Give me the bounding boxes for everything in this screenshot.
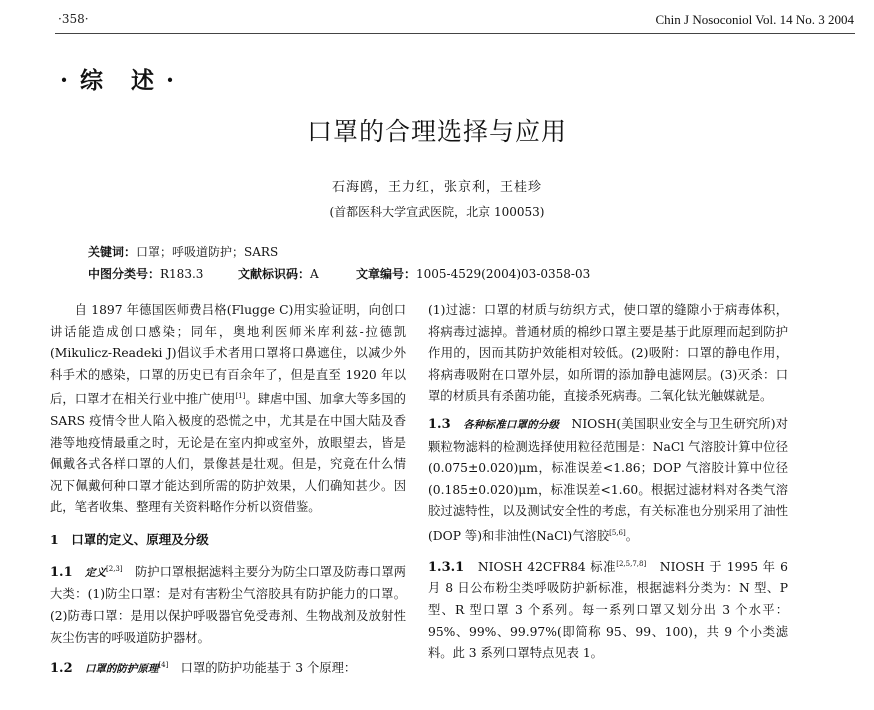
para-1-3 <box>428 414 788 548</box>
section-word-2: 述 <box>131 67 157 94</box>
intro-text-b: 。肆虐中国、加拿大等多国的 SARS 疫情令世人陷入极度的恐慌之中，尤其是在中国大陆及香港等地疫情最重之时，无论是在室内抑或室外，放眼望去，皆是佩戴各式各样口罩的人们，景像甚是壮观。但是，究竟在什么情况下佩戴何种口罩才能达到所需的防护效果，人们确知甚少。因此，笔者收集、整理有关资料略作分析以资借鉴。 <box>50 392 406 515</box>
right-column <box>428 300 788 665</box>
heading-section-1: 1 口罩的定义、原理及分级 <box>50 532 209 548</box>
clc-value: R183.3 <box>160 267 204 281</box>
intro-text-a: 自 1897 年德国医师费吕格(Flugge C)用实验证明，向创口讲话能造成创口感染；同年，奥地利医师米库利兹-拉德凯(Mikulicz-Readeki J)倡议手术者用口罩将口鼻遮住，以减少外科手术的感染，口罩的历史已有百余年了，但是直至 1920 年以后，口罩才在相关行业中推广使用 <box>50 303 406 407</box>
header-rule <box>55 33 855 34</box>
s131-number: 1.3.1 <box>428 559 465 575</box>
classification-line <box>88 265 590 282</box>
section-word-1: 综 <box>80 67 106 94</box>
article-no-value: 1005-4529(2004)03-0358-03 <box>416 267 591 281</box>
s13-citation: [5,6] <box>609 528 626 537</box>
clc-label: 中图分类号： <box>88 267 161 281</box>
left-column <box>50 300 406 681</box>
keywords-line <box>88 243 278 260</box>
para-1-1 <box>50 559 406 649</box>
para-1-3-1 <box>428 554 788 665</box>
s12-number: 1.2 <box>50 661 73 677</box>
s11-citation: [2,3] <box>106 564 123 573</box>
para-1-2 <box>50 655 406 681</box>
s11-label: 定义 <box>84 566 107 579</box>
section-dot-left: · <box>60 67 71 94</box>
keywords-value: 口罩；呼吸道防护；SARS <box>136 245 279 259</box>
section-label <box>60 62 176 95</box>
authors: 石海鸥，王力红，张京利，王桂珍 <box>331 180 542 195</box>
affiliation: (首都医科大学宣武医院，北京 100053) <box>329 205 545 219</box>
s13-text: NIOSH(美国职业安全与卫生研究所)对颗粒物滤料的检测选择使用粒径范围是：NaCl 气溶胶计算中位径(0.075±0.020)μm，标准误差<1.86；DOP 气溶胶计算中位径(0.185±0.020)μm，标准误差<1.60。根据过滤材料对各类气溶胶过滤特性，以及测试安全性的考虑，有关标准也分别采用了油性(DOP 等)和非油性(NaCl)气溶胶 <box>428 416 788 544</box>
journal-reference: Chin J Nosoconiol Vol. 14 No. 3 2004 <box>655 12 854 27</box>
doc-code-label: 文献标识码： <box>238 267 311 281</box>
article-title: 口罩的合理选择与应用 <box>306 117 567 146</box>
s131-label: NIOSH 42CFR84 标准 <box>477 559 617 574</box>
section-dot-right: · <box>166 67 177 94</box>
s12-text: 口罩的防护功能基于 3 个原理： <box>168 661 357 676</box>
intro-paragraph <box>50 300 406 519</box>
s11-text: 防护口罩根据滤料主要分为防尘口罩及防毒口罩两大类：(1)防尘口罩：是对有害粉尘气溶胶具有防护能力的口罩。(2)防毒口罩：是用以保护呼吸器官免受毒剂、生物战剂及放射性灰尘伤害的呼吸道防护器材。 <box>50 564 406 645</box>
s13-text-end: 。 <box>625 529 639 544</box>
intro-citation: [1] <box>235 392 246 401</box>
article-no-label: 文章编号： <box>356 267 417 281</box>
keywords-label: 关键词： <box>88 245 137 259</box>
s11-number: 1.1 <box>50 564 73 580</box>
s131-citation: [2,5,7,8] <box>616 559 647 568</box>
principles-paragraph: (1)过滤：口罩的材质与纺织方式，使口罩的缝隙小于病毒体积，将病毒过滤掉。普通材质的棉纱口罩主要是基于此原理而起到防护作用的，因而其防护效能相对较低。(2)吸附：口罩的静电作用，将病毒吸附在口罩外层，如所谓的添加静电滤网层。(3)灭杀：口罩的材质具有杀菌功能，直接杀死病毒。二氧化钛光触媒就是。 <box>428 303 788 404</box>
doc-code-value: A <box>310 267 319 281</box>
s13-label: 各种标准口罩的分级 <box>463 418 560 431</box>
s12-citation: [4] <box>158 661 169 670</box>
s131-text: NIOSH 于 1995 年 6 月 8 日公布粉尘类呼吸防护新标准，根据滤料分类为：N 型、P 型、R 型口罩 3 个系列。每一系列口罩又划分出 3 个水平：95%、99%、99.97%(即简称 95、99、100)，共 9 个小类滤料。此 3 系列口罩特点见表 1。 <box>428 559 788 661</box>
s13-number: 1.3 <box>428 416 451 432</box>
page-number: ·358· <box>58 12 89 26</box>
s12-label: 口罩的防护原理 <box>84 663 159 676</box>
